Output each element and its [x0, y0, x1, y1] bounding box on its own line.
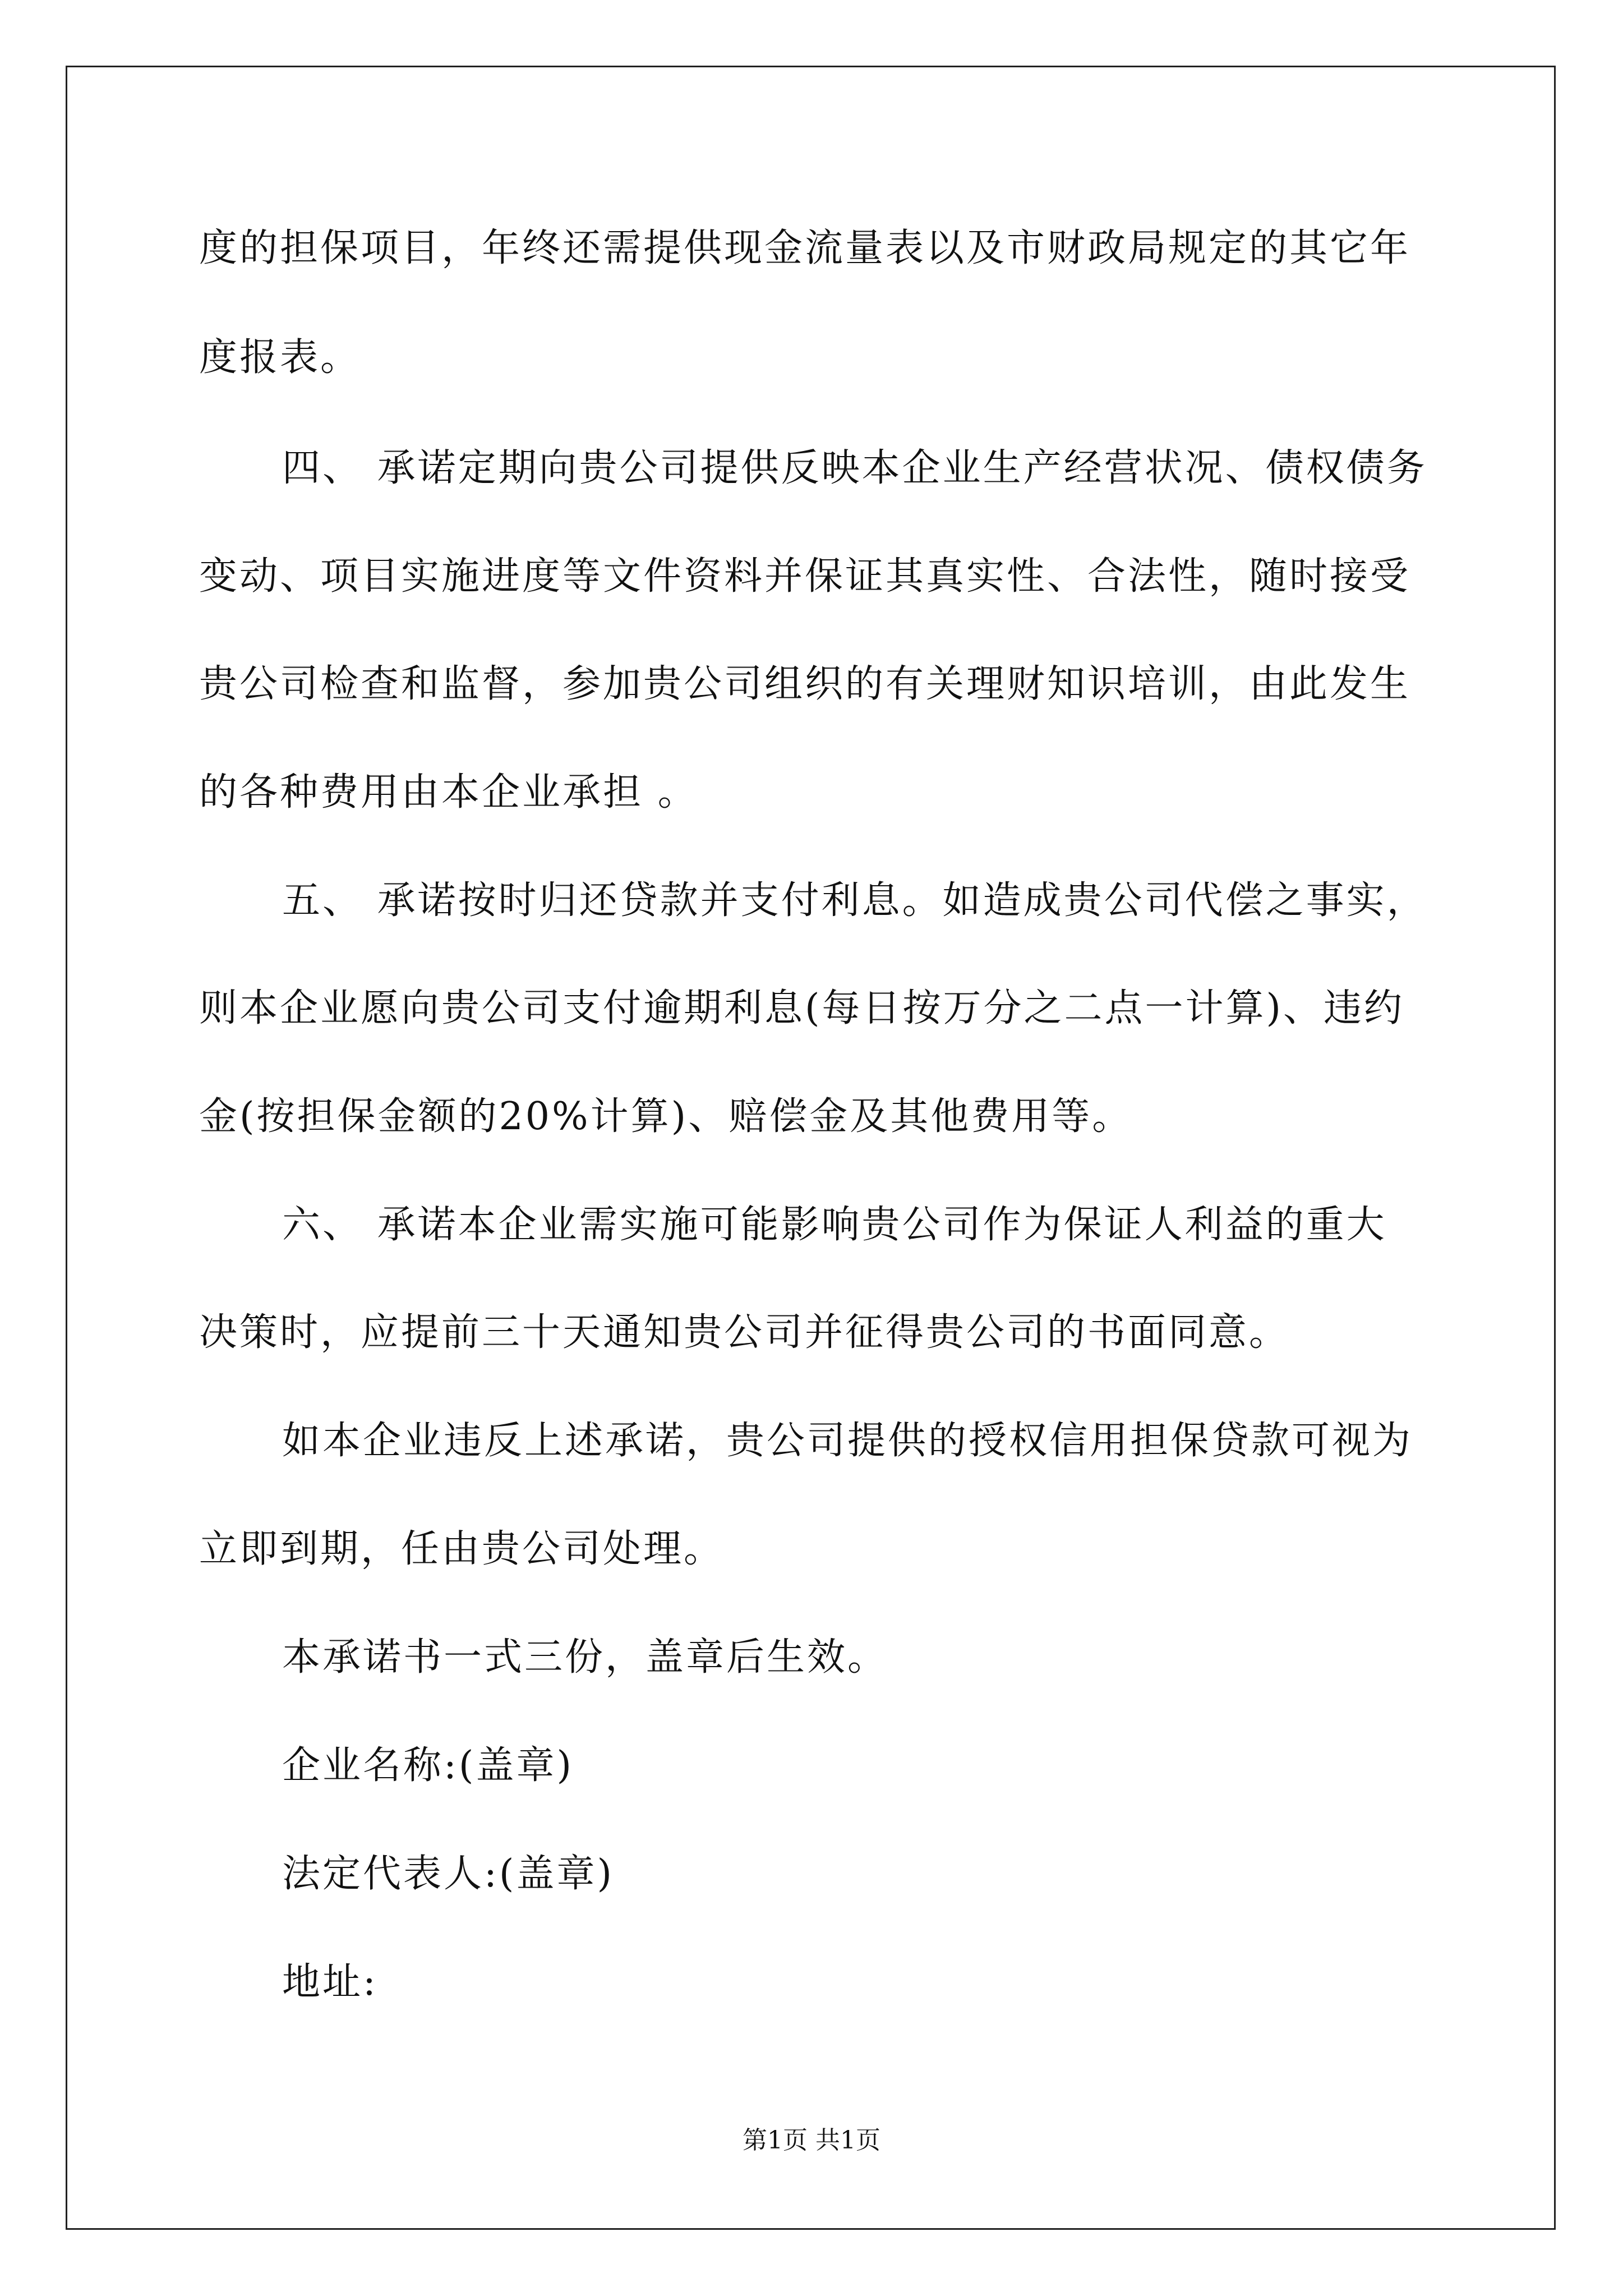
body-line-16: 法定代表人:(盖章) [282, 1852, 614, 1896]
body-line-15: 企业名称:(盖章) [282, 1743, 574, 1788]
body-line-7: 五、 承诺按时归还贷款并支付利息。如造成贵公司代偿之事实， [282, 878, 1427, 923]
body-line-14: 本承诺书一式三份，盖章后生效。 [282, 1635, 888, 1680]
body-line-4: 变动、项目实施进度等文件资料并保证其真实性、合法性，随时接受 [199, 554, 1411, 599]
body-line-8: 则本企业愿向贵公司支付逾期利息(每日按万分之二点一计算)、违约 [199, 986, 1405, 1030]
body-line-11: 决策时，应提前三十天通知贵公司并征得贵公司的书面同意。 [199, 1310, 1290, 1355]
body-line-10: 六、 承诺本企业需实施可能影响贵公司作为保证人利益的重大 [282, 1203, 1387, 1247]
body-line-5: 贵公司检查和监督，参加贵公司组织的有关理财知识培训，由此发生 [199, 662, 1411, 706]
body-line-3: 四、 承诺定期向贵公司提供反映本企业生产经营状况、债权债务 [282, 446, 1427, 490]
body-line-13: 立即到期，任由贵公司处理。 [199, 1527, 725, 1571]
body-line-1: 度的担保项目，年终还需提供现金流量表以及市财政局规定的其它年 [199, 226, 1411, 270]
page-number-footer: 第1页 共1页 [743, 2126, 880, 2155]
body-line-2: 度报表。 [199, 335, 361, 380]
body-line-6: 的各种费用由本企业承担 。 [199, 770, 698, 815]
body-line-9: 金(按担保金额的20%计算)、赔偿金及其他费用等。 [199, 1094, 1133, 1139]
body-line-12: 如本企业违反上述承诺，贵公司提供的授权信用担保贷款可视为 [282, 1419, 1413, 1463]
body-line-17: 地址: [282, 1960, 378, 2004]
page-border [66, 66, 1556, 2230]
